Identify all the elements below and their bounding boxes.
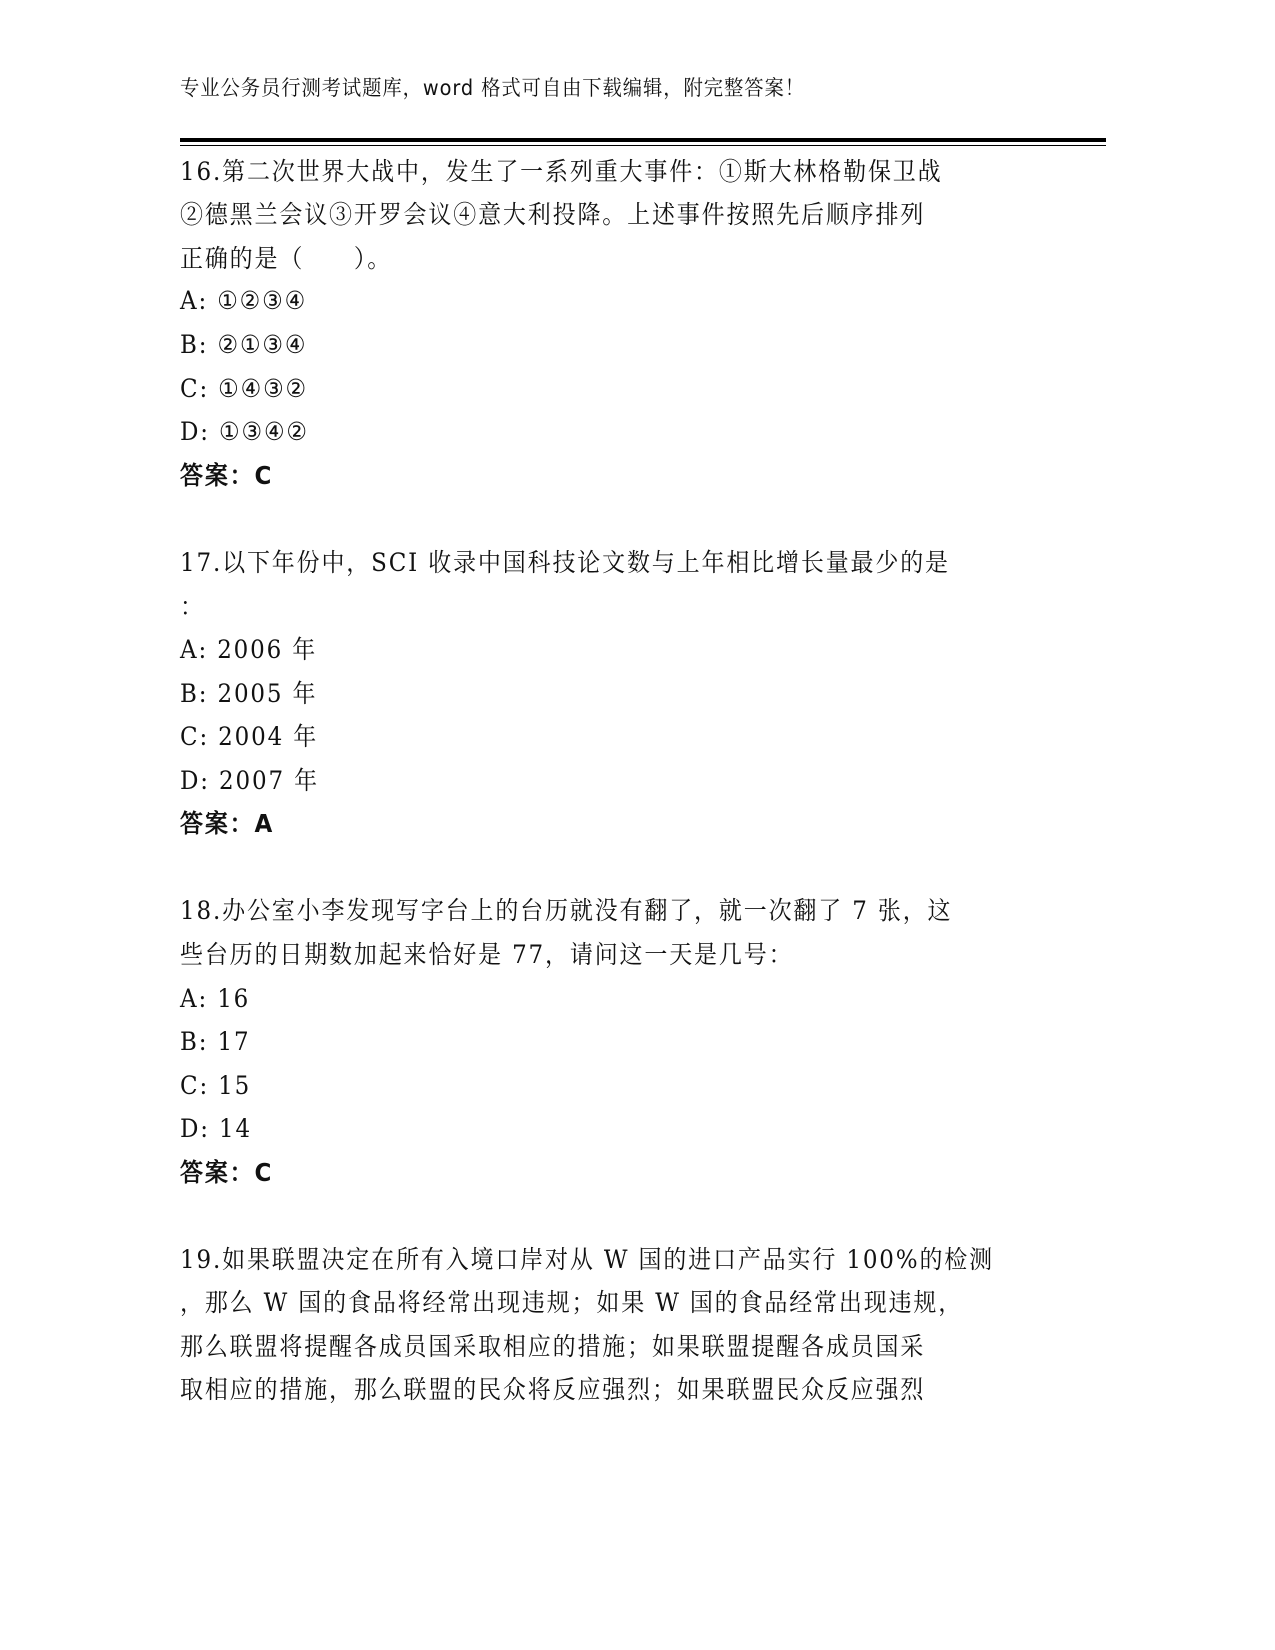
question-17-line: ： [180,592,205,621]
question-16-option-b: B: ②①③④ [180,330,308,359]
question-18-option-b: B: 17 [180,1027,251,1056]
question-19-line: 取相应的措施，那么联盟的民众将反应强烈；如果联盟民众反应强烈 [180,1375,926,1404]
question-17-option-b: B: 2005 年 [180,679,318,708]
header-rule-thick [180,138,1106,142]
question-16-line: 16.第二次世界大战中，发生了一系列重大事件：①斯大林格勒保卫战 [180,157,943,186]
question-17-option-a: A: 2006 年 [180,635,318,664]
question-18-option-c: C: 15 [180,1071,252,1100]
question-18-option-d: D: 14 [180,1114,252,1143]
question-18-option-a: A: 16 [180,984,251,1013]
question-16-option-c: C: ①④③② [180,374,309,403]
question-17-answer: 答案：A [180,809,275,838]
question-19-line: 19.如果联盟决定在所有入境口岸对从 W 国的进口产品实行 100%的检测 [180,1245,994,1274]
question-16-option-a: A: ①②③④ [180,286,308,315]
question-16-option-d: D: ①③④② [180,417,309,446]
question-18-line: 18.办公室小李发现写字台上的台历就没有翻了，就一次翻了 7 张，这 [180,896,953,925]
page-header: 专业公务员行测考试题库，word 格式可自由下载编辑，附完整答案！ [180,76,805,100]
question-16-line: ②德黑兰会议③开罗会议④意大利投降。上述事件按照先后顺序排列 [180,200,926,229]
question-18-answer: 答案：C [180,1158,274,1187]
question-16-answer: 答案：C [180,461,274,490]
question-19-line: 那么联盟将提醒各成员国采取相应的措施；如果联盟提醒各成员国采 [180,1332,926,1361]
header-rule-thin [180,145,1106,146]
question-18-line: 些台历的日期数加起来恰好是 77，请问这一天是几号： [180,940,794,969]
question-16-line: 正确的是（ ）。 [180,244,393,273]
question-19-line: ，那么 W 国的食品将经常出现违规；如果 W 国的食品经常出现违规， [180,1288,964,1317]
question-17-option-d: D: 2007 年 [180,766,319,795]
question-17-line: 17.以下年份中，SCI 收录中国科技论文数与上年相比增长量最少的是 [180,548,950,577]
question-17-option-c: C: 2004 年 [180,722,319,751]
